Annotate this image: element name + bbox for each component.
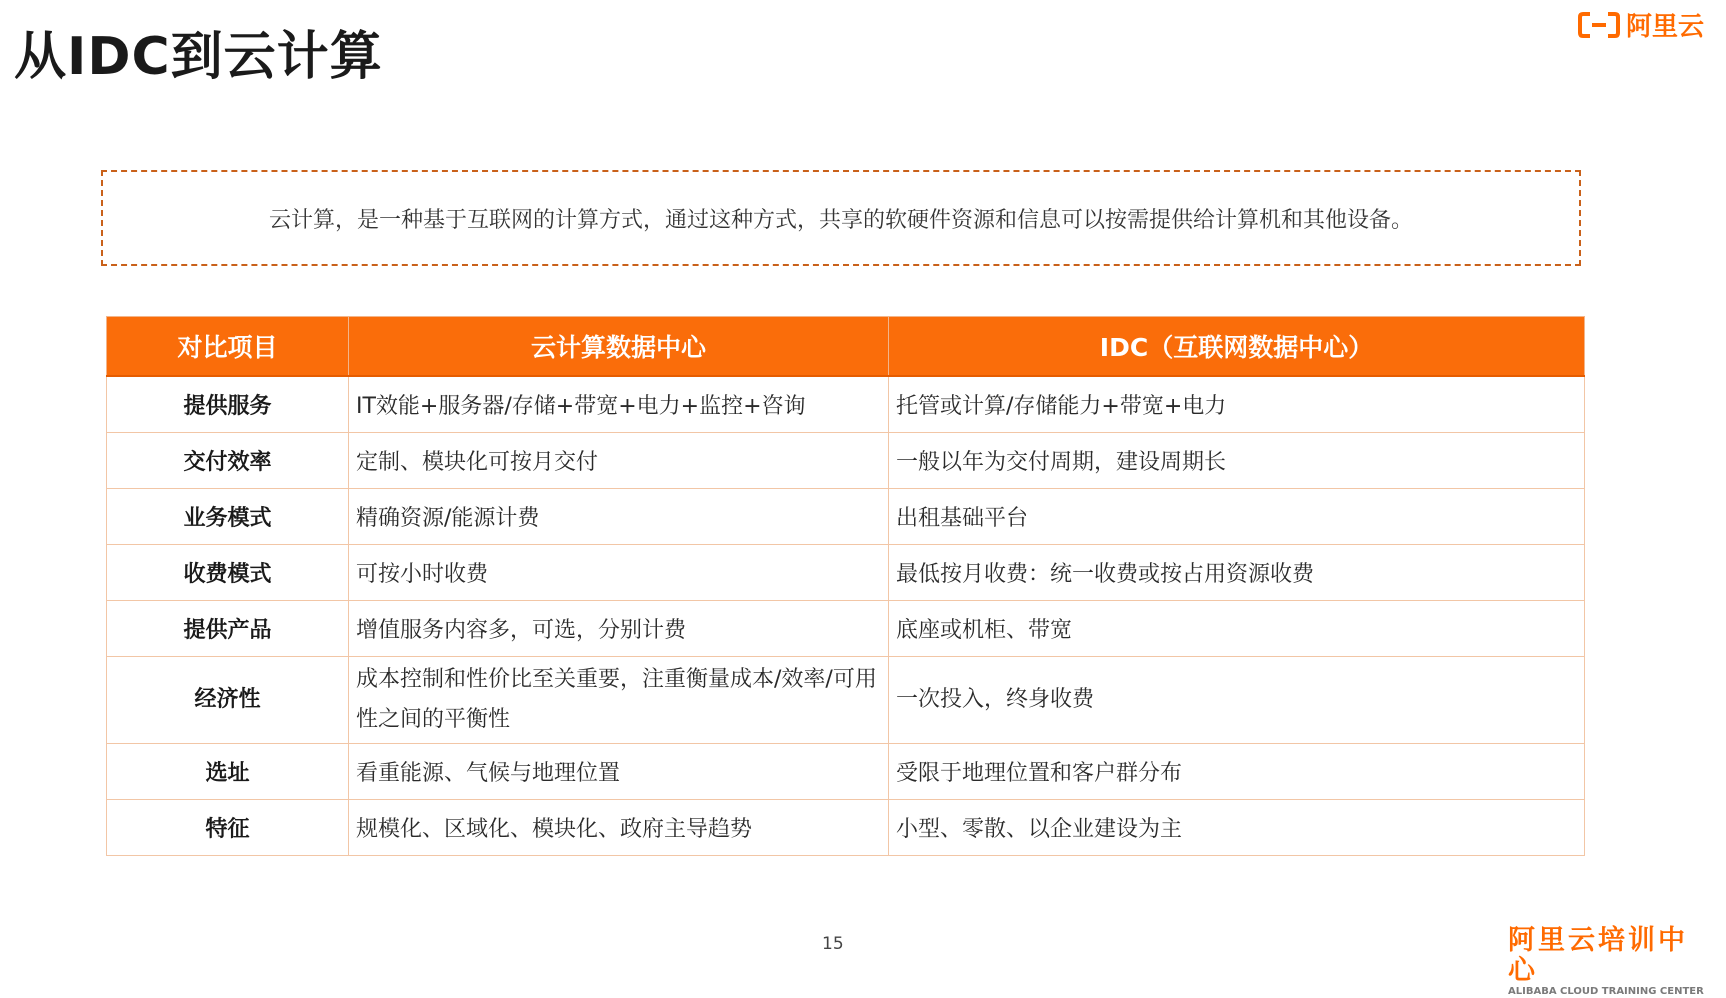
alibaba-cloud-logo (1578, 6, 1704, 43)
row-cloud-value: 精确资源/能源计费 (349, 489, 889, 545)
row-idc-value: 一次投入，终身收费 (889, 657, 1585, 744)
row-idc-value: 最低按月收费：统一收费或按占用资源收费 (889, 545, 1585, 601)
table-header-row (107, 317, 1585, 377)
row-cloud-value: 可按小时收费 (349, 545, 889, 601)
row-item: 提供服务 (107, 376, 349, 433)
definition-box (101, 170, 1581, 266)
row-cloud-value: 规模化、区域化、模块化、政府主导趋势 (349, 800, 889, 856)
top-logo-text: 阿里云 (1625, 12, 1704, 42)
row-item: 经济性 (107, 657, 349, 744)
training-center-logo-cn: 阿里云培训中心 (1508, 925, 1688, 986)
header-compare-item: 对比项目 (107, 317, 349, 377)
row-item: 交付效率 (107, 433, 349, 489)
alibaba-cloud-logo-icon (1578, 11, 1620, 39)
comparison-table (106, 316, 1585, 856)
row-cloud-value: 成本控制和性价比至关重要，注重衡量成本/效率/可用性之间的平衡性 (349, 657, 889, 744)
row-item: 选址 (107, 744, 349, 800)
row-item: 业务模式 (107, 489, 349, 545)
row-cloud-value: 增值服务内容多，可选，分别计费 (349, 601, 889, 657)
training-center-logo (1508, 926, 1708, 998)
table-row (107, 489, 1585, 545)
table-row (107, 433, 1585, 489)
row-idc-value: 一般以年为交付周期，建设周期长 (889, 433, 1585, 489)
definition-text: 云计算，是一种基于互联网的计算方式，通过这种方式，共享的软硬件资源和信息可以按需提供给计算机和其他设备。 (268, 207, 1413, 233)
row-idc-value: 出租基础平台 (889, 489, 1585, 545)
row-cloud-value: 定制、模块化可按月交付 (349, 433, 889, 489)
row-idc-value: 托管或计算/存储能力+带宽+电力 (889, 376, 1585, 433)
row-cloud-value: IT效能+服务器/存储+带宽+电力+监控+咨询 (349, 376, 889, 433)
table-row (107, 376, 1585, 433)
row-idc-value: 受限于地理位置和客户群分布 (889, 744, 1585, 800)
row-item: 特征 (107, 800, 349, 856)
header-cloud-datacenter: 云计算数据中心 (349, 317, 889, 377)
row-item: 收费模式 (107, 545, 349, 601)
row-item: 提供产品 (107, 601, 349, 657)
table-row (107, 545, 1585, 601)
row-cloud-value: 看重能源、气候与地理位置 (349, 744, 889, 800)
table-row (107, 744, 1585, 800)
header-idc: IDC（互联网数据中心） (889, 317, 1585, 377)
page-number: 15 (822, 934, 844, 954)
training-center-logo-en: ALIBABA CLOUD TRAINING CENTER (1508, 986, 1704, 997)
row-idc-value: 小型、零散、以企业建设为主 (889, 800, 1585, 856)
table-row (107, 657, 1585, 744)
slide-title: 从IDC到云计算 (14, 27, 383, 87)
table-row (107, 601, 1585, 657)
row-idc-value: 底座或机柜、带宽 (889, 601, 1585, 657)
table-row (107, 800, 1585, 856)
